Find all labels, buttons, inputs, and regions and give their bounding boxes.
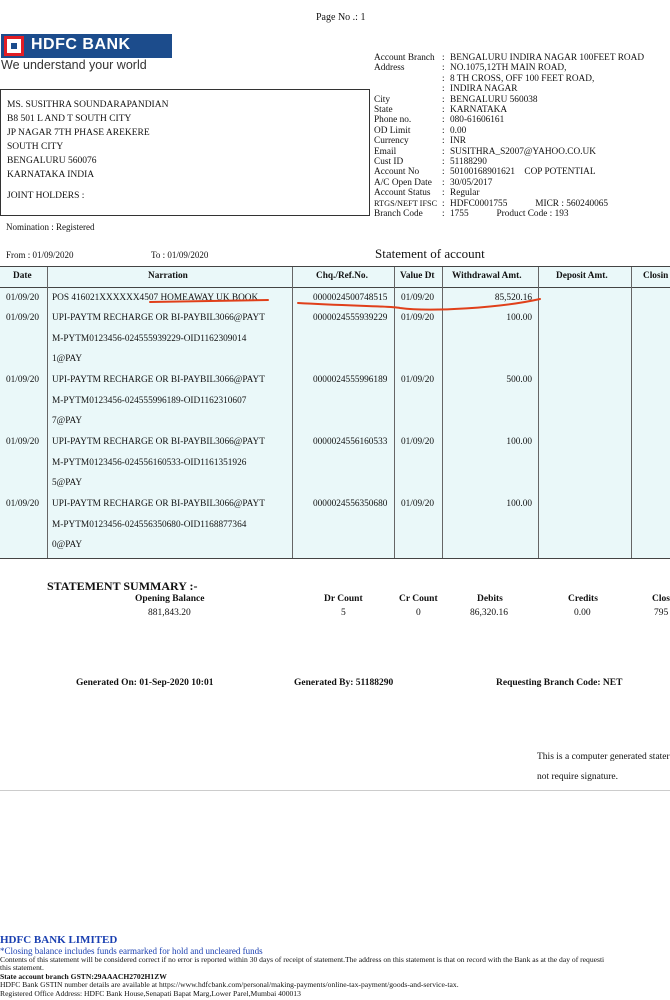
customer-name: MS. SUSITHRA SOUNDARAPANDIAN (7, 100, 169, 110)
account-info-value: 30/05/2017 (450, 177, 493, 188)
generated-on: Generated On: 01-Sep-2020 10:01 (76, 678, 214, 688)
txn-narration: 1@PAY (52, 354, 83, 364)
txn-withdrawal-amount: 100.00 (506, 313, 532, 323)
summary-header: Clos (652, 594, 670, 604)
txn-date: 01/09/20 (6, 313, 40, 323)
txn-narration: 5@PAY (52, 478, 83, 488)
account-info-value: INR (450, 136, 467, 147)
account-info-label: Cust ID (374, 157, 404, 168)
summary-header: Dr Count (324, 594, 363, 604)
header-narration: Narration (148, 271, 188, 281)
page-number: Page No .: 1 (316, 12, 366, 23)
account-info-value: 080-61606161 (450, 115, 505, 126)
txn-date: 01/09/20 (6, 375, 40, 385)
summary-opening-balance: 881,843.20 (148, 608, 191, 618)
customer-address-line: JP NAGAR 7TH PHASE AREKERE (7, 128, 150, 138)
txn-narration: M-PYTM0123456-024556350680-OID1168877364 (52, 519, 247, 530)
colon: : (442, 198, 445, 209)
red-underline-annotation (0, 0, 670, 320)
colon: : (442, 105, 445, 116)
account-info-value: NO.1075,12TH MAIN ROAD, (450, 63, 567, 74)
account-info-label: City (374, 94, 391, 105)
txn-narration: UPI-PAYTM RECHARGE OR BI-PAYBIL3066@PAYT (52, 437, 265, 447)
header-withdrawal: Withdrawal Amt. (452, 271, 522, 281)
account-info-value: HDFC0001755 MICR : 560240065 (450, 198, 609, 209)
txn-withdrawal-amount: 100.00 (506, 499, 532, 509)
to-date: To : 01/09/2020 (151, 250, 209, 260)
account-info-value: 1755 Product Code : 193 (450, 209, 569, 220)
colon: : (442, 146, 445, 157)
account-info-value: 51188290 (450, 157, 487, 168)
footer-bank-name: HDFC BANK LIMITED (0, 934, 118, 946)
colon: : (442, 167, 445, 178)
txn-narration: 0@PAY (52, 540, 83, 550)
txn-ref-no: 0000024555996189 (313, 375, 388, 385)
txn-withdrawal-amount: 500.00 (506, 375, 532, 385)
txn-ref-no: 0000024556350680 (313, 499, 388, 509)
txn-value-date: 01/09/20 (401, 375, 435, 385)
summary-header: Credits (568, 594, 598, 604)
customer-address-line: BENGALURU 560076 (7, 156, 97, 166)
summary-header: Debits (477, 594, 503, 604)
colon: : (442, 115, 445, 126)
account-info-value: INDIRA NAGAR (450, 84, 518, 95)
txn-narration: UPI-PAYTM RECHARGE OR BI-PAYBIL3066@PAYT (52, 499, 265, 509)
account-info-label: Currency (374, 136, 409, 147)
account-info-value: SUSITHRA_S2007@YAHOO.CO.UK (450, 146, 596, 157)
txn-value-date: 01/09/20 (401, 437, 435, 447)
colon: : (442, 125, 445, 136)
account-info-value: KARNATAKA (450, 105, 508, 116)
txn-narration: UPI-PAYTM RECHARGE OR BI-PAYBIL3066@PAYT (52, 375, 265, 385)
txn-narration: 7@PAY (52, 416, 83, 426)
txn-date: 01/09/20 (6, 499, 40, 509)
signature-note: not require signature. (537, 772, 618, 782)
header-value-date: Value Dt (400, 271, 435, 281)
account-info-value: BENGALURU INDIRA NAGAR 100FEET ROAD (450, 53, 645, 63)
account-info-label: OD Limit (374, 125, 411, 136)
account-info-label: RTGS/NEFT IFSC (374, 198, 438, 208)
from-date: From : 01/09/2020 (6, 250, 74, 260)
txn-date: 01/09/20 (6, 437, 40, 447)
customer-address-line: B8 501 L AND T SOUTH CITY (7, 114, 132, 124)
account-info-value: 0.00 (450, 125, 467, 136)
account-info-value: 50100168901621 COP POTENTIAL (450, 167, 596, 178)
account-info-label: State (374, 105, 393, 116)
logo-text: HDFC BANK (31, 36, 131, 53)
footer-disclaimer: Contents of this statement will be considered correct if no error is reported within 30 days of receipt of statement.The address on this statement is that on record with the Bank as at the day of requesti (0, 955, 605, 964)
bank-tagline: We understand your world (1, 58, 147, 72)
header-date: Date (13, 271, 32, 281)
account-info-value: BENGALURU 560038 (450, 94, 538, 105)
txn-narration: POS 416021XXXXXX4507 HOMEAWAY UK BOOK (52, 293, 259, 303)
colon: : (442, 177, 445, 188)
account-info-label: Account Branch (374, 53, 435, 63)
txn-value-date: 01/09/20 (401, 499, 435, 509)
summary-header: Cr Count (399, 594, 438, 604)
colon: : (442, 209, 445, 220)
summary-closing: 795 (654, 608, 669, 618)
txn-ref-no: 0000024500748515 (313, 293, 388, 303)
txn-ref-no: 0000024555939229 (313, 313, 388, 323)
account-info-label: Email (374, 146, 397, 157)
footer (0, 934, 670, 998)
txn-value-date: 01/09/20 (401, 313, 435, 323)
summary-title: STATEMENT SUMMARY :- (47, 579, 198, 593)
generated-by: Generated By: 51188290 (294, 678, 394, 688)
colon: : (442, 84, 445, 95)
account-info-label: Account No (374, 167, 420, 178)
account-info-label: Address (374, 63, 405, 74)
footer-closing-note: *Closing balance includes funds earmarked for hold and uncleared funds (0, 946, 263, 956)
account-info-value: 8 TH CROSS, OFF 100 FEET ROAD, (450, 73, 595, 84)
customer-address-line: SOUTH CITY (7, 142, 64, 152)
txn-ref-no: 0000024556160533 (313, 437, 388, 447)
account-info-label: Phone no. (374, 115, 412, 126)
footer-disclaimer-cont: this statement. (0, 963, 44, 973)
summary-header: Opening Balance (135, 594, 205, 604)
colon: : (442, 94, 445, 105)
footer-gstin-link: HDFC Bank GSTIN number details are available at https://www.hdfcbank.com/personal/making-payments/online-tax-payment/goods-and-service-tax. (0, 980, 459, 990)
txn-withdrawal-amount: 100.00 (506, 437, 532, 447)
summary-cr-count: 0 (416, 608, 421, 618)
customer-address-line: KARNATAKA INDIA (7, 170, 95, 180)
txn-narration: M-PYTM0123456-024555996189-OID1162310607 (52, 395, 247, 406)
colon: : (442, 136, 445, 147)
colon: : (442, 157, 445, 168)
header-deposit: Deposit Amt. (556, 271, 608, 281)
account-info-value: Regular (450, 188, 480, 199)
header-ref: Chq./Ref.No. (316, 271, 368, 281)
colon: : (442, 53, 445, 63)
summary-debits: 86,320.16 (470, 608, 508, 618)
colon: : (442, 63, 445, 74)
computer-generated-note: This is a computer generated stater (537, 752, 670, 762)
requesting-branch: Requesting Branch Code: NET (496, 678, 623, 688)
colon: : (442, 188, 445, 199)
statement-title: Statement of account (375, 246, 485, 261)
txn-withdrawal-amount: 85,520.16 (494, 293, 532, 303)
summary-dr-count: 5 (341, 608, 346, 618)
account-info-label: Account Status (374, 188, 431, 199)
txn-narration: M-PYTM0123456-024555939229-OID1162309014 (52, 333, 247, 344)
footer-gstin-state: State account branch GSTN:29AAACH2702H1ZW (0, 971, 167, 981)
txn-date: 01/09/20 (6, 293, 40, 303)
account-info-label: Branch Code (374, 209, 423, 220)
colon: : (442, 73, 445, 84)
joint-holders: JOINT HOLDERS : (7, 191, 85, 201)
header-closing: Closin (643, 271, 669, 281)
account-info-label: A/C Open Date (374, 177, 432, 188)
footer-registered-office: Registered Office Address: HDFC Bank House,Senapati Bapat Marg,Lower Parel,Mumbai 400013 (0, 988, 301, 998)
txn-value-date: 01/09/20 (401, 293, 435, 303)
txn-narration: M-PYTM0123456-024556160533-OID1161351926 (52, 457, 247, 468)
summary-credits: 0.00 (574, 608, 591, 618)
divider (0, 790, 670, 791)
nomination: Nomination : Registered (6, 222, 95, 232)
txn-narration: UPI-PAYTM RECHARGE OR BI-PAYBIL3066@PAYT (52, 313, 265, 323)
